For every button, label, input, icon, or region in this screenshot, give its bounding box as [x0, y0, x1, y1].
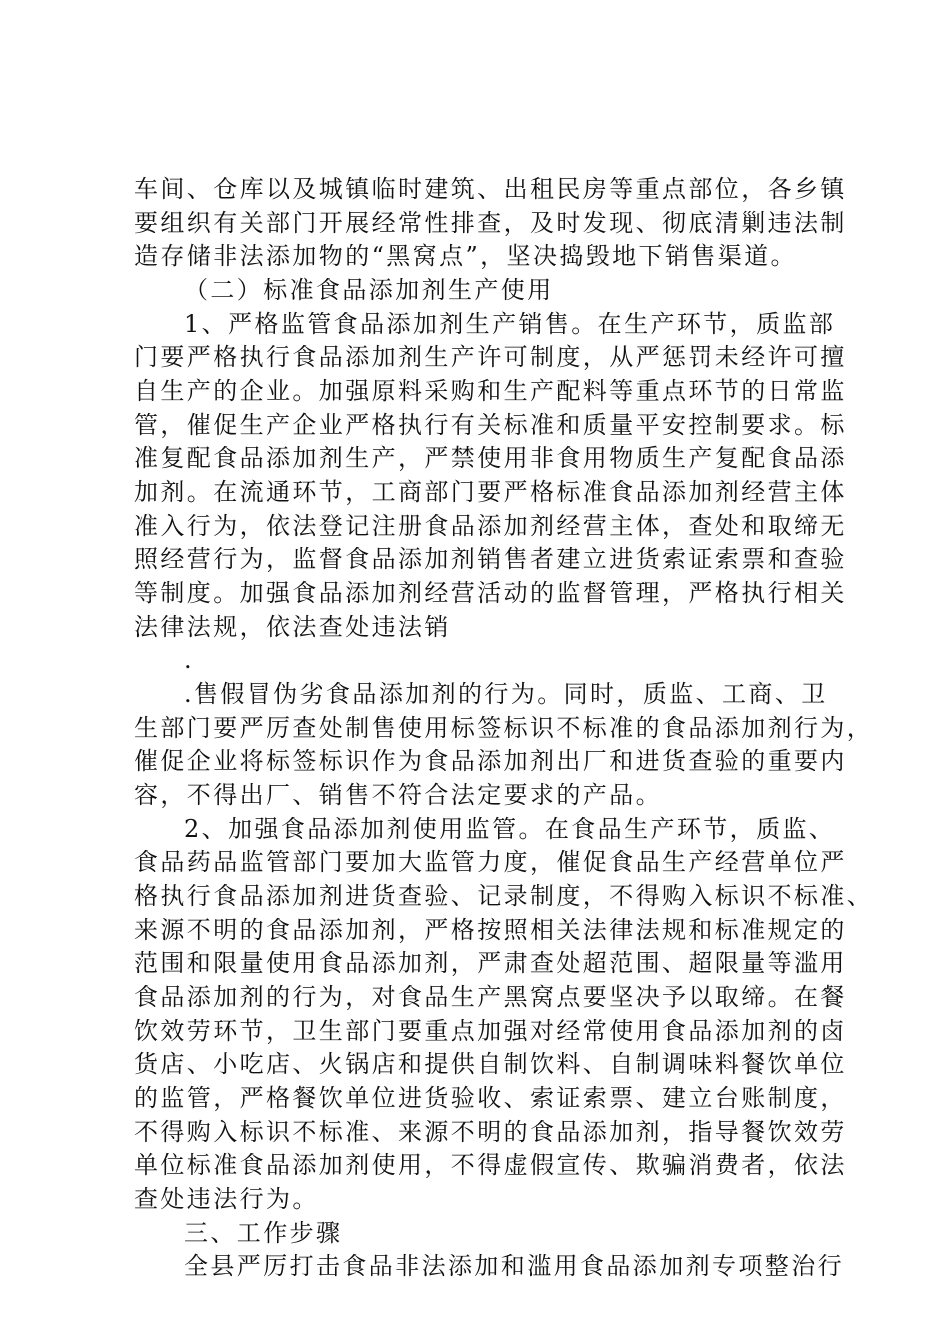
- text-line: .: [184, 646, 195, 674]
- text-line: 来源不明的食品添加剂，严格按照相关法律法规和标准规定的: [134, 916, 847, 944]
- text-line: 准复配食品添加剂生产，严禁使用非食用物质生产复配食品添: [134, 444, 847, 472]
- text-line: 查处违法行为。: [134, 1185, 319, 1213]
- text-line: 加剂。在流通环节，工商部门要严格标准食品添加剂经营主体: [134, 478, 847, 506]
- section-heading: 三、工作步骤: [184, 1219, 343, 1247]
- text-line: 格执行食品添加剂进货查验、记录制度，不得购入标识不标准、: [134, 882, 874, 910]
- text-line: 生部门要严厉查处制售使用标签标识不标准的食品添加剂行为，: [134, 714, 874, 742]
- text-line: 门要严格执行食品添加剂生产许可制度，从严惩罚未经许可擅: [134, 343, 847, 371]
- text-line: 催促企业将标签标识作为食品添加剂出厂和进货查验的重要内: [134, 747, 847, 775]
- text-line: 法律法规，依法查处违法销: [134, 613, 451, 641]
- text-line: 容，不得出厂、销售不符合法定要求的产品。: [134, 781, 662, 809]
- text-line: 全县严厉打击食品非法添加和滥用食品添加剂专项整治行: [184, 1252, 844, 1280]
- text-line: 食品添加剂的行为，对食品生产黑窝点要坚决予以取缔。在餐: [134, 983, 847, 1011]
- text-line: 2、加强食品添加剂使用监管。在食品生产环节，质监、: [184, 815, 836, 843]
- text-line: 车间、仓库以及城镇临时建筑、出租民房等重点部位，各乡镇: [134, 175, 847, 203]
- text-line: 管，催促生产企业严格执行有关标准和质量平安控制要求。标: [134, 411, 847, 439]
- text-line: 货店、小吃店、火锅店和提供自制饮料、自制调味料餐饮单位: [134, 1050, 847, 1078]
- text-line: 范围和限量使用食品添加剂，严肃查处超范围、超限量等滥用: [134, 949, 847, 977]
- text-line: 不得购入标识不标准、来源不明的食品添加剂，指导餐饮效劳: [134, 1118, 847, 1146]
- text-line: 1、严格监管食品添加剂生产销售。在生产环节，质监部: [184, 310, 836, 338]
- text-line: 自生产的企业。加强原料采购和生产配料等重点环节的日常监: [134, 377, 847, 405]
- text-line: 造存储非法添加物的“黑窝点”，坚决捣毁地下销售渠道。: [134, 242, 797, 270]
- text-line: 的监管，严格餐饮单位进货验收、索证索票、建立台账制度，: [134, 1084, 847, 1112]
- text-line: 饮效劳环节，卫生部门要重点加强对经常使用食品添加剂的卤: [134, 1017, 847, 1045]
- text-line: 准入行为，依法登记注册食品添加剂经营主体，查处和取缔无: [134, 512, 847, 540]
- text-line: .售假冒伪劣食品添加剂的行为。同时，质监、工商、卫: [184, 680, 828, 708]
- text-line: 食品药品监管部门要加大监管力度，催促食品生产经营单位严: [134, 848, 847, 876]
- text-line: 等制度。加强食品添加剂经营活动的监督管理，严格执行相关: [134, 579, 847, 607]
- section-heading: （二）标准食品添加剂生产使用: [184, 276, 554, 304]
- text-line: 照经营行为，监督食品添加剂销售者建立进货索证索票和查验: [134, 545, 847, 573]
- text-line: 要组织有关部门开展经常性排查，及时发现、彻底清剿违法制: [134, 209, 847, 237]
- text-line: 单位标准食品添加剂使用，不得虚假宣传、欺骗消费者，依法: [134, 1151, 847, 1179]
